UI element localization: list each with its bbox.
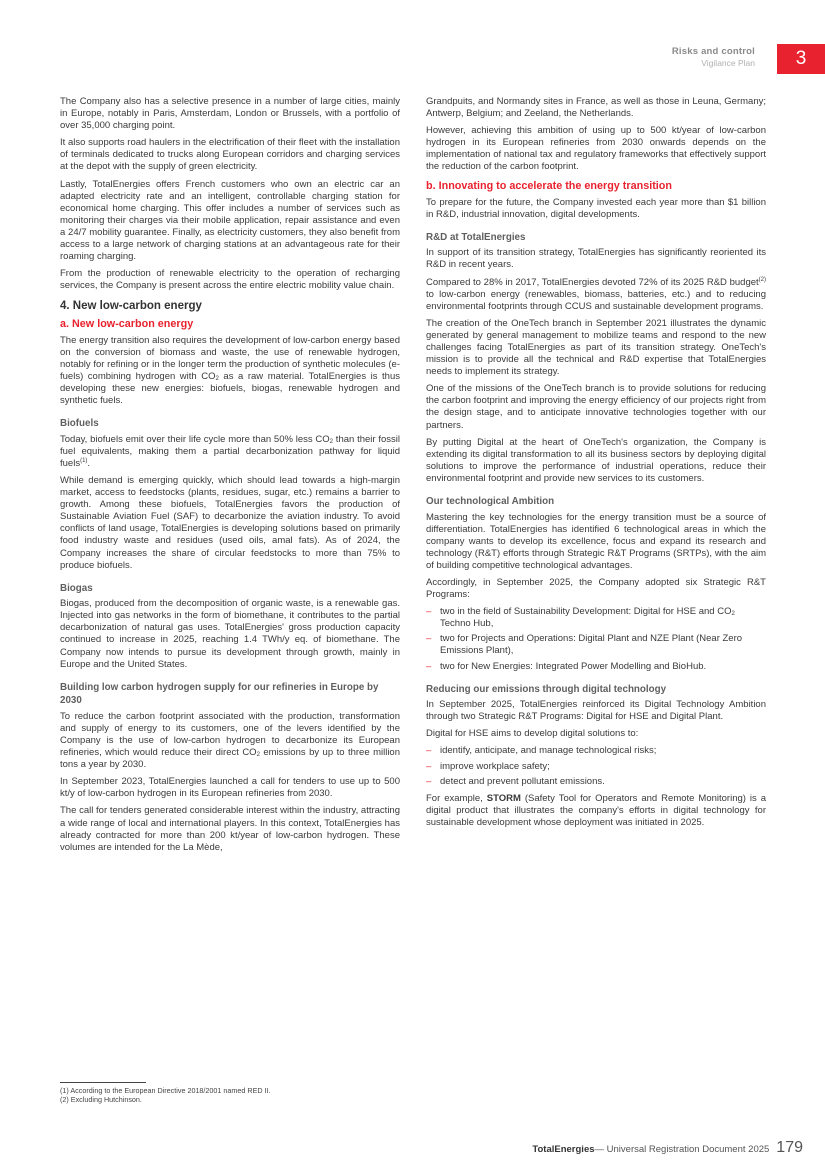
dash-bullet: – bbox=[426, 660, 432, 672]
dash-bullet: – bbox=[426, 633, 432, 645]
chapter-number-badge: 3 bbox=[777, 44, 825, 74]
footnote: (1) According to the European Directive 2018/2001 named RED II. bbox=[60, 1086, 271, 1095]
paragraph: Accordingly, in September 2025, the Company adopted six Strategic R&T Programs: bbox=[426, 577, 766, 601]
paragraph: Digital for HSE aims to develop digital solutions to: bbox=[426, 728, 639, 740]
paragraph: To prepare for the future, the Company invested each year more than $1 billion in R&D, industrial innovation, digital developments. bbox=[426, 196, 766, 220]
list-item: – two for New Energies: Integrated Power Modelling and BioHub. bbox=[426, 660, 707, 672]
dash-bullet: – bbox=[426, 606, 432, 618]
topic-heading-ambition: Our technological Ambition bbox=[426, 496, 555, 508]
footnote: (2) Excluding Hutchinson. bbox=[60, 1095, 142, 1104]
left-column bbox=[60, 96, 400, 859]
list-item: – detect and prevent pollutant emissions. bbox=[426, 775, 605, 787]
paragraph: In September 2025, TotalEnergies reinforced its Digital Technology Ambition through two Strategic R&T Programs: Digital for HSE and Digital Plant. bbox=[426, 699, 766, 723]
program-list bbox=[426, 606, 766, 672]
page-footer bbox=[532, 1139, 803, 1157]
footnotes bbox=[60, 1082, 400, 1104]
topic-heading-biogas: Biogas bbox=[60, 582, 93, 594]
paragraph: For example, STORM (Safety Tool for Operators and Remote Monitoring) is a digital product that illustrates the company's efforts in digital technology for sustainable development whose deployment was initiated in 2025. bbox=[426, 792, 766, 828]
paragraph: The Company also has a selective presence in a number of large cities, mainly in Europe, notably in Paris, Amsterdam, London or Brussels, with a portfolio of over 35,000 charging point. bbox=[60, 96, 400, 132]
dash-bullet: – bbox=[426, 745, 432, 757]
topic-heading-biofuels: Biofuels bbox=[60, 418, 99, 430]
digital-hse-list bbox=[426, 745, 766, 787]
subsection-heading: a. New low-carbon energy bbox=[60, 317, 194, 330]
paragraph: In September 2023, TotalEnergies launched a call for tenders to use up to 500 kt/y of low-carbon hydrogen in its European refineries from 2030. bbox=[60, 776, 400, 800]
paragraph: To reduce the carbon footprint associated with the production, transformation and supply of energy to its customers, one of the levers identified by the Company is the use of low-carbon hydrogen to decarbonize its European refineries, which would reduce their direct $CO_2$ emissions by up to three million tons a year by 2030. bbox=[60, 710, 400, 771]
header-subtitle: Vigilance Plan bbox=[701, 58, 755, 68]
footer-brand: TotalEnergies bbox=[532, 1144, 595, 1155]
paragraph: The energy transition also requires the development of low-carbon energy based on the conversion of biomass and waste, the use of renewable hydrogen, notably for refining or in the longer term the production of synthetic molecules (e-fuels) combining hydrogen with $CO_2$ as a raw material. TotalEnergies is thus developing these new energies: biofuels, biogas, renewable hydrogen and synthetic fuels. bbox=[60, 334, 400, 407]
right-column bbox=[426, 96, 766, 834]
running-header bbox=[672, 46, 755, 68]
section-heading: 4. New low-carbon energy bbox=[60, 300, 202, 313]
subsection-heading: b. Innovating to accelerate the energy transition bbox=[426, 179, 672, 192]
paragraph: Grandpuits, and Normandy sites in France, as well as those in Leuna, Germany; Antwerp, Belgium; and Zeeland, the Netherlands. bbox=[426, 96, 766, 120]
footnote-divider bbox=[60, 1082, 146, 1083]
paragraph: The creation of the OneTech branch in September 2021 illustrates the dynamic generated by general management to mobilize teams and respond to the new challenges facing TotalEnergies as part of its transition strategy. OneTech's mission is to provide all the technical and R&D expertise that TotalEnergies needs to implement its strategy. bbox=[426, 317, 766, 378]
list-item: – identify, anticipate, and manage technological risks; bbox=[426, 745, 657, 757]
dash-bullet: – bbox=[426, 775, 432, 787]
page-number: 179 bbox=[776, 1139, 803, 1156]
paragraph: The call for tenders generated considerable interest within the industry, attracting a wide range of local and international players. In this context, TotalEnergies has already contracted for more than 200 kt/year of low-carbon hydrogen. These volumes are intended for the La Mède, bbox=[60, 805, 400, 853]
paragraph: From the production of renewable electricity to the operation of recharging services, the Company is present across the entire electric mobility value chain. bbox=[60, 268, 400, 292]
storm-acronym: STORM bbox=[486, 792, 521, 804]
header-title: Risks and control bbox=[671, 46, 755, 57]
list-item: – improve workplace safety; bbox=[426, 760, 550, 772]
paragraph: In support of its transition strategy, TotalEnergies has significantly reoriented its R&D in recent years. bbox=[426, 247, 766, 271]
paragraph: Compared to 28% in 2017, TotalEnergies devoted 72% of its 2025 R&D budget$^{(2)}$ to low-carbon energy (renewables, biomass, batteries, etc.) and to reducing environmental footprints through CCUS and sustainable development programs. bbox=[426, 276, 766, 312]
paragraph: However, achieving this ambition of using up to 500 kt/year of low-carbon hydrogen in its European refineries from 2030 onwards depends on the implementation of national tax and regulatory frameworks that effectively support the reduction of the carbon footprint. bbox=[426, 125, 766, 173]
list-item: – two for Projects and Operations: Digital Plant and NZE Plant (Near Zero Emissions Plant), bbox=[426, 633, 743, 657]
paragraph: Lastly, TotalEnergies offers French customers who own an electric car an adapted electricity rate and an intelligent, controllable charging station for economical home charging. This offer includes a number of services such as monitoring their charges via their mobile application, repair assistance and even a 24/7 mobility guarantee. Finally, as electricity customers, they also benefit from access to a large network of charging stations at an advantageous rate for their roaming charging. bbox=[60, 178, 400, 263]
dash-bullet: – bbox=[426, 760, 432, 772]
paragraph: While demand is emerging quickly, which should lead towards a high-margin market, access to feedstocks (plants, residues, sugar, etc.) remains a barrier to growth. Among these biofuels, TotalEnergies favors the production of Sustainable Aviation Fuel (SAF) to decarbonize the aviation industry. To avoid conflicts of land usage, TotalEnergies is developing solutions based on primarily food industry waste and residues (used oils, amal fats). As of 2024, the Company increases the share of circular feedstocks to more than 75% to produce biofuels. bbox=[60, 474, 400, 571]
paragraph: One of the missions of the OneTech branch is to provide solutions for reducing the carbon footprint and improving the energy efficiency of our projects right from the design stage, and to anticipate innovative technologies together with our partners. bbox=[426, 383, 766, 431]
footnote-ref: (1) bbox=[80, 457, 88, 464]
paragraph: It also supports road haulers in the electrification of their fleet with the installation of terminals dedicated to trucks along European corridors and charging services at the depot with the supply of green electricity. bbox=[60, 137, 400, 173]
list-item: – two in the field of Sustainability Development: Digital for HSE and $CO_2$ Techno Hub, bbox=[426, 606, 735, 630]
topic-heading-hydrogen: Building low carbon hydrogen supply for our refineries in Europe by 2030 bbox=[60, 681, 379, 707]
paragraph: Mastering the key technologies for the energy transition must be a source of differentiation. TotalEnergies has identified 6 technological areas in which the company wants to develop its excellence, focus and expand its research and technology (R&T) efforts through Strategic R&T Programs (SRTPs), with the aim of building competitive technological advantages. bbox=[426, 511, 766, 571]
topic-heading-digital: Reducing our emissions through digital technology bbox=[426, 683, 667, 695]
topic-heading-rd: R&D at TotalEnergies bbox=[426, 231, 526, 243]
footer-doc-title: — Universal Registration Document 2025 bbox=[594, 1144, 770, 1155]
footnote-ref: (2) bbox=[758, 276, 766, 283]
paragraph: Biogas, produced from the decomposition of organic waste, is a renewable gas. Injected into gas networks in the form of biomethane, it contributes to the partial decarbonization of natural gas uses. TotalEnergies' gross production capacity continued to increase in 2025, reaching 1.4 TWh/y eq. of biomethane. The Company now intends to pursue its development through growth, mainly in Europe and the United States. bbox=[60, 598, 400, 670]
paragraph: By putting Digital at the heart of OneTech's organization, the Company is extending its digital transformation to all its business sectors by deploying digital solutions to improve the performance of industrial operations, reduce their environmental footprint and provide new services to its customers. bbox=[426, 436, 766, 484]
paragraph: Today, biofuels emit over their life cycle more than 50% less $CO_2$ than their fossil fuel equivalents, making them a partial decarbonization pathway for liquid fuels$^{(1)}$. bbox=[60, 433, 400, 469]
